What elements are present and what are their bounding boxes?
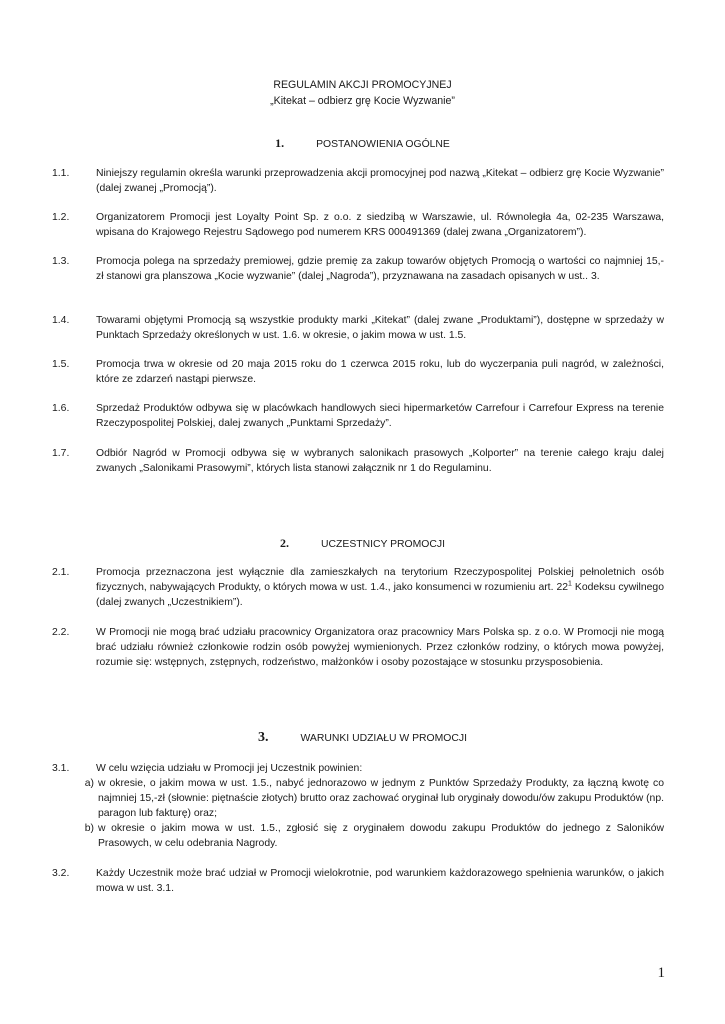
paragraph-number: 2.2. (52, 627, 70, 638)
paragraph-number: 1.7. (52, 448, 70, 459)
section-number: 3. (258, 730, 269, 745)
paragraph-text: Organizatorem Promocji jest Loyalty Point Sp. z o.o. z siedzibą w Warszawie, ul. Równoległa 4a, 02-235 Warszawa, wpisana do Krajowego Rejestru Sądowego pod numerem KRS 000491369 (dalej zwana „Organizatorem”). (96, 212, 664, 238)
paragraph-1-3 (52, 254, 664, 284)
paragraph-text: Niniejszy regulamin określa warunki przeprowadzenia akcji promocyjnej pod nazwą „Kitekat – odbierz grę Kocie Wyzwanie” (dalej zwanej „Promocją”). (96, 168, 664, 194)
paragraph-2-2 (52, 625, 664, 670)
paragraph-number: 1.1. (52, 168, 70, 179)
paragraph-text-part: Kodeksu cywilnego (dalej zwanych „Uczestnikiem”). (96, 582, 664, 608)
paragraph-text: Towarami objętymi Promocją są wszystkie produkty marki „Kitekat” (dalej zwane „Produktami”), dostępne w sprzedaży w Punktach Sprzedaży określonych w ust. 1.6. w okresie, o jakim mowa w ust. 1.5. (96, 315, 664, 341)
section-title: UCZESTNICY PROMOCJI (321, 539, 445, 550)
paragraph-text-part: Promocja przeznaczona jest wyłącznie dla zamieszkałych na terytorium Rzeczypospolitej Polskiej pełnoletnich osób fizycznych, nabywających Produkty, o których mowa w ust. 1.4., jako konsumenci w rozumieniu art. 22 (96, 567, 664, 593)
paragraph-3-2 (52, 866, 664, 896)
list-label: b) (84, 823, 94, 834)
superscript: 1 (568, 580, 572, 588)
paragraph-number: 1.2. (52, 212, 70, 223)
list-item-a (74, 776, 664, 821)
section-number: 1. (275, 136, 285, 150)
paragraph-3-1 (52, 761, 664, 776)
paragraph-text: Promocja trwa w okresie od 20 maja 2015 roku do 1 czerwca 2015 roku, lub do wyczerpania puli nagród, w zależności, które ze zdarzeń nastąpi pierwsze. (96, 359, 664, 385)
list-label: a) (84, 778, 94, 789)
paragraph-1-7 (52, 446, 664, 476)
paragraph-number: 1.3. (52, 256, 70, 267)
paragraph-1-6 (52, 401, 664, 431)
list-text: w okresie o jakim mowa w ust. 1.5., zgłosić się z oryginałem dowodu zakupu Produktów do jednego z Saloników Prasowych, w celu odebrania Nagrody. (98, 823, 664, 849)
paragraph-number: 1.4. (52, 315, 70, 326)
document-subtitle: „Kitekat – odbierz grę Kocie Wyzwanie” (270, 95, 455, 107)
paragraph-2-1 (52, 565, 664, 610)
paragraph-number: 3.1. (52, 763, 70, 774)
paragraph-text: Sprzedaż Produktów odbywa się w placówkach handlowych sieci hipermarketów Carrefour i Carrefour Express na terenie Rzeczypospolitej Polskiej, dalej zwanych „Punktami Sprzedaży”. (96, 403, 664, 429)
section-number: 2. (280, 536, 290, 550)
list-text: w okresie, o jakim mowa w ust. 1.5., nabyć jednorazowo w jednym z Punktów Sprzedaży Produkty, za łączną kwotę co najmniej 15,-zł (słownie: piętnaście złotych) brutto oraz zachować oryginał lub oryginały dowodu/ów zakupu Produktów (np. paragon lub fakturę) oraz; (98, 778, 665, 819)
paragraph-number: 2.1. (52, 567, 70, 578)
paragraph-text: W Promocji nie mogą brać udziału pracownicy Organizatora oraz pracownicy Mars Polska sp. z o.o. W Promocji nie mogą brać udziału również członkowie rodzin osób powyżej wymienionych. Przez członków rodziny, o których mowa powyżej, rozumie się: wstępnych, zstępnych, rodzeństwo, małżonków i osoby pozostające w stosunku przysposobienia. (96, 627, 664, 668)
paragraph-1-5 (52, 357, 664, 387)
section-heading-1 (0, 136, 725, 152)
paragraph-1-4 (52, 313, 664, 343)
paragraph-1-2 (52, 210, 664, 240)
paragraph-number: 1.6. (52, 403, 70, 414)
section-title: POSTANOWIENIA OGÓLNE (316, 139, 450, 150)
paragraph-number: 1.5. (52, 359, 70, 370)
paragraph-text (96, 565, 664, 610)
paragraph-text: W celu wzięcia udziału w Promocji jej Uczestnik powinien: (96, 763, 363, 774)
list-item-b (74, 821, 664, 851)
paragraph-text: Odbiór Nagród w Promocji odbywa się w wybranych salonikach prasowych „Kolporter” na terenie całego kraju dalej zwanych „Salonikami Prasowymi”, których lista stanowi załącznik nr 1 do Regulaminu. (96, 448, 664, 474)
paragraph-text: Promocja polega na sprzedaży premiowej, gdzie premię za zakup towarów objętych Promocją o wartości co najmniej 15,- zł stanowi gra planszowa „Kocie wyzwanie” (dalej „Nagroda”), przyznawana na zasadach opisanych w ust.. 3. (96, 256, 664, 282)
section-heading-3 (0, 730, 725, 746)
paragraph-text: Każdy Uczestnik może brać udział w Promocji wielokrotnie, pod warunkiem każdorazowego spełnienia warunków, o jakich mowa w ust. 3.1. (96, 868, 664, 894)
section-title: WARUNKI UDZIAŁU W PROMOCJI (300, 733, 467, 744)
section-heading-2 (0, 536, 725, 552)
document-title: REGULAMIN AKCJI PROMOCYJNEJ (273, 79, 452, 91)
paragraph-number: 3.2. (52, 868, 70, 879)
paragraph-1-1 (52, 166, 664, 196)
page-number: 1 (657, 965, 665, 981)
